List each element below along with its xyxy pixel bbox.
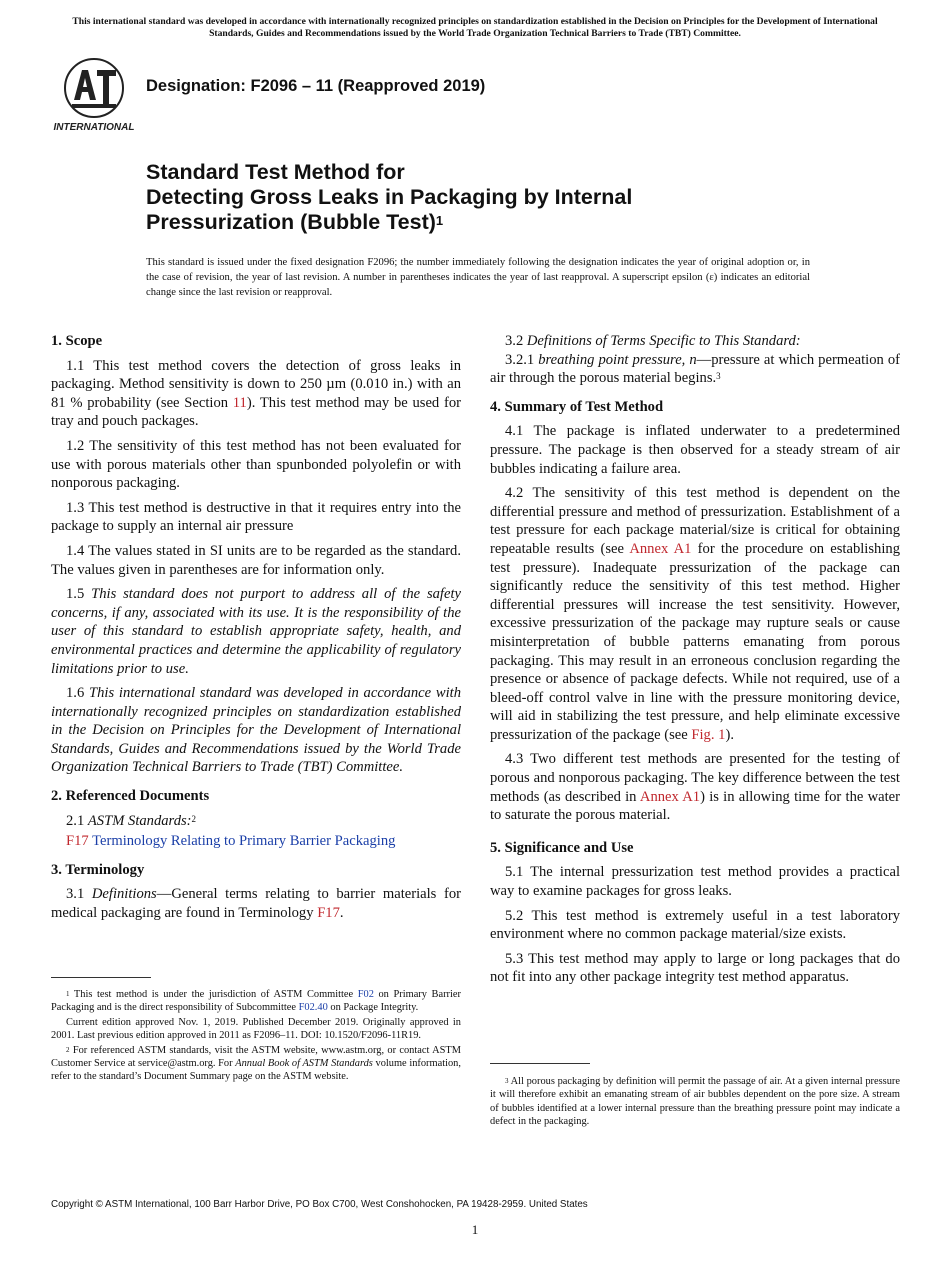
- para-1-3: 1.3 This test method is destructive in that it requires entry into the package to supply an internal air pressure: [51, 499, 461, 535]
- annex-a1-link-2[interactable]: Annex A1: [639, 788, 701, 805]
- title-line-1: Standard Test Method for: [146, 160, 405, 184]
- para-3-1: 3.1 Definitions—General terms relating to barrier materials for medical packaging are found in Terminology F17.: [51, 886, 462, 922]
- para-1-6: 1.6 This international standard was developed in accordance with internationally recognized principles on standardization established in the Decision on Principles for the Development of International Standards, Guides and Recommendations issued by the World Trade Organization Technical Barriers to Trade (TBT) Committee.: [51, 685, 462, 776]
- footnote-3: $^3$ All porous packaging by definition will permit the passage of air. At a given internal pressure it will therefore exhibit an emanating stream of air bubbles dependent on the pore size. A stream of bubbles identified at a lower internal pressure than the breathing pressure point may indicate a defect in the packaging.: [490, 1076, 900, 1128]
- right-column: [490, 332, 900, 993]
- para-1-4: 1.4 The values stated in SI units are to be regarded as the standard. The values given in parentheses are for information only.: [51, 542, 461, 578]
- page-number: 1: [471, 1222, 479, 1237]
- footnotes-left: [51, 988, 461, 1085]
- para-4-2: 4.2 The sensitivity of this test method is dependent on the differential pressure and method of pressurization. Establishment of a test pressure for each package material/size is critical for obtaining repeatable results (see Annex A1 for the procedure on establishing test pressure). Inadequate pressurization of the package can significantly reduce the sensitivity of this test method. Higher differential pressures will increase the test sensitivity. However, excessive pressurization of the package may rupture seals or cause misinterpretation of bubble patterns emanating from porous packaging. This may result in an erroneous conclusion regarding the presence or absence of package defects. While not required, use of a bleed-off control valve in line with the pressure monitoring device, will aid in stabilizing the test pressure, and help eliminate excessive pressurization of the package (see Fig. 1).: [490, 485, 900, 743]
- section-2-heading: 2. Referenced Documents: [51, 788, 210, 805]
- para-1-5: 1.5 This standard does not purport to address all of the safety concerns, if any, associated with its use. It is the responsibility of the user of this standard to establish appropriate safety, health, and environmental practices and determine the applicability of regulatory limitations prior to use.: [51, 586, 461, 677]
- title-line-2: Detecting Gross Leaks in Packaging by Internal: [146, 185, 633, 209]
- svg-text:INTERNATIONAL: INTERNATIONAL: [53, 122, 135, 133]
- para-4-1: 4.1 The package is inflated underwater to a predetermined pressure. The package is then observed for a steady stream of air bubbles indicating a failure area.: [490, 423, 900, 477]
- ref-f17: [51, 832, 461, 851]
- footnote-1-edition: Current edition approved Nov. 1, 2019. Published December 2019. Originally approved in 2001. Last previous edition approved in 2011 as F2096–11. DOI: 10.1520/F2096-11R19.: [51, 1016, 461, 1042]
- f02-40-link[interactable]: F02.40: [298, 1002, 328, 1014]
- footnote-divider-left: [51, 977, 151, 978]
- left-column: [51, 332, 461, 929]
- designation: Designation: F2096 – 11 (Reapproved 2019): [146, 77, 486, 95]
- copyright: Copyright © ASTM International, 100 Barr Harbor Drive, PO Box C700, West Conshohocken, PA 19428-2959. United States: [51, 1199, 588, 1210]
- f02-link[interactable]: F02: [357, 989, 374, 1000]
- para-1-2: 1.2 The sensitivity of this test method has not been evaluated for use with porous materials other than spunbonded polyolefin or with nonporous packaging.: [51, 437, 461, 492]
- para-3-2-1: 3.2.1 breathing point pressure, n—pressure at which permeation of air through the porous material begins.$^3$: [490, 351, 900, 387]
- para-5-2: 5.2 This test method is extremely useful in a test laboratory environment where no common package material/size exists.: [490, 907, 900, 943]
- footnote-1: $^1$ This test method is under the jurisdiction of ASTM Committee F02 on Primary Barrier Packaging and is the direct responsibility of Subcommittee F02.40 on Package Integrity.: [51, 989, 461, 1014]
- ref-f17-code-link[interactable]: F17: [66, 833, 89, 850]
- title-footnote-mark: 1: [435, 213, 444, 228]
- annex-a1-link[interactable]: Annex A1: [629, 540, 692, 557]
- standard-note: This standard is issued under the fixed designation F2096; the number immediately following the designation indicates the year of original adoption or, in the case of revision, the year of last revision. A number in parentheses indicates the year of last reapproval. A superscript epsilon (ε) indicates an editorial change since the last revision or reapproval.: [146, 257, 810, 298]
- para-5-1: 5.1 The internal pressurization test method provides a practical way to examine packages for gross leaks.: [490, 864, 900, 900]
- section-5-heading: 5. Significance and Use: [490, 839, 634, 856]
- para-4-3: 4.3 Two different test methods are presented for the testing of porous and nonporous packaging. The key difference between the test methods (as described in Annex A1) is in allowing time for the water to saturate the porous material.: [490, 751, 900, 824]
- fig-1-link[interactable]: Fig. 1: [691, 726, 726, 743]
- para-3-2: 3.2 Definitions of Terms Specific to This Standard:: [505, 333, 801, 349]
- para-1-1: 1.1 This test method covers the detection of gross leaks in packaging. Method sensitivity is down to 250 µm (0.010 in.) with an 81 % probability (see Section 11). This test method may be used for tray and pouch packages.: [51, 357, 461, 430]
- para-2-1: 2.1 ASTM Standards:$^2$: [66, 812, 197, 829]
- ref-f17-title-link[interactable]: Terminology Relating to Primary Barrier Packaging: [92, 833, 396, 850]
- footnote-divider-right: [490, 1063, 590, 1064]
- section-11-link[interactable]: 11: [232, 394, 247, 411]
- footnote-2: $^2$ For referenced ASTM standards, visit the ASTM website, www.astm.org, or contact ASTM Customer Service at service@astm.org. For Annual Book of ASTM Standards volume information, refer to the standard’s Document Summary page on the ASTM website.: [51, 1044, 461, 1083]
- section-1-heading: 1. Scope: [51, 333, 103, 349]
- footnotes-right: [490, 1075, 900, 1130]
- document-title: [146, 160, 846, 235]
- f17-link[interactable]: F17: [317, 905, 340, 922]
- astm-logo-icon: [52, 56, 136, 134]
- section-3-heading: 3. Terminology: [51, 861, 145, 878]
- top-notice: This international standard was developed in accordance with internationally recognized principles on standardization established in the Decision on Principles for the Development of International Standards, Guides and Recommendations issued by the World Trade Organization Technical Barriers to Trade (TBT) Committee.: [72, 16, 878, 39]
- section-4-heading: 4. Summary of Test Method: [490, 398, 664, 415]
- title-line-3: Pressurization (Bubble Test): [146, 210, 436, 234]
- para-5-3: 5.3 This test method may apply to large or long packages that do not fit into any other package integrity test method apparatus.: [490, 950, 900, 986]
